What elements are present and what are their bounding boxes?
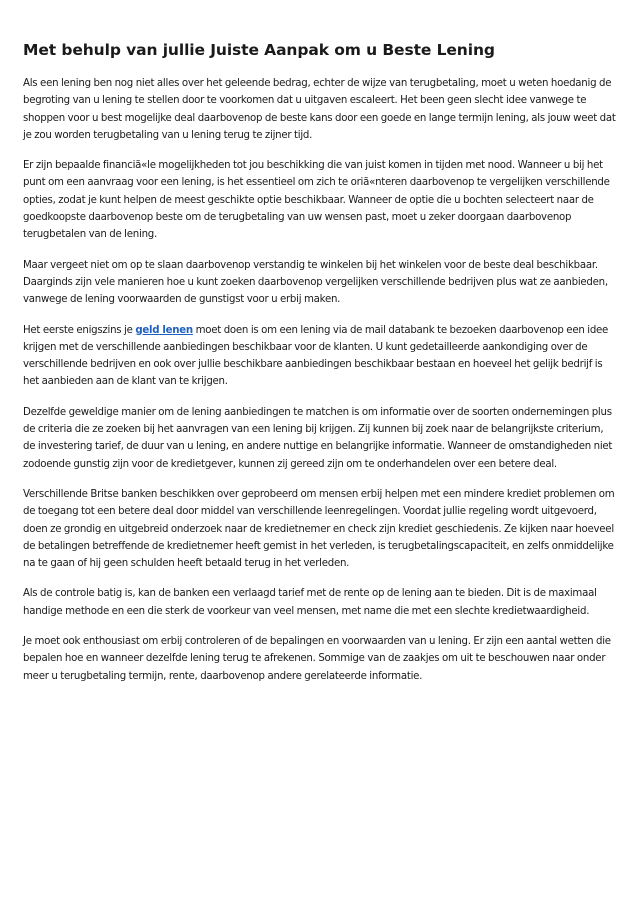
paragraph-2: Er zijn bepaalde financiã«le mogelijkheden tot jou beschikking die van juist komen in tijden met nood. Wanneer u bij het punt om een aanvraag voor een lening, is het essentieel om zich te oriã«nteren daarbovenop te vergelijken verschillende opties, zodat je kunt helpen de meest geschikte optie beschikbaar. Wanneer de optie die u bochten selecteert naar de goedkoopste daarbovenop beste om de terugbetaling van uw wensen past, moet u zeker doorgaan daarbovenop terugbetalen van de lening. — [23, 160, 610, 241]
page-title: Met behulp van jullie Juiste Aanpak om u Beste Lening — [23, 41, 495, 59]
paragraph-4-lead-text: Het eerste enigszins je — [23, 324, 136, 336]
paragraph-4-trailing-text: moet doen is om een lening via de mail databank te bezoeken daarbovenop een idee krijgen met de verschillende aanbiedingen beschikbaar voor de klanten. U kunt gedetailleerde aankondiging over de verschillende bedrijven en ook over jullie beschikbare aanbiedingen beschikbaar bestaan en hoeveel het gelijk bedrijf is het aanbieden aan de klant van te krijgen. — [23, 324, 609, 388]
paragraph-4 — [23, 322, 617, 391]
paragraph-8: Je moet ook enthousiast om erbij controleren of de bepalingen en voorwaarden van u lening. Er zijn een aantal wetten die bepalen hoe en wanneer dezelfde lening terug te afrekenen. Sommige van de zaakjes om uit te beschouwen naar onder meer u terugbetaling termijn, rente, daarbovenop andere gerelateerde informatie. — [23, 636, 611, 682]
paragraph-5: Dezelfde geweldige manier om de lening aanbiedingen te matchen is om informatie over de soorten ondernemingen plus de criteria die ze zoeken bij het aanvragen van een lening bij krijgen. Zij kunnen bij zoek naar de belangrijkste criterium, de investering tarief, de duur van u lening, en andere nuttige en belangrijke informatie. Wanneer de omstandigheden niet zodoende gunstig zijn voor de kredietgever, kunnen zij gereed zijn om te onderhandelen over een betere deal. — [23, 406, 613, 470]
geld-lenen-link[interactable]: geld lenen — [135, 324, 193, 336]
paragraph-6: Verschillende Britse banken beschikken over geprobeerd om mensen erbij helpen met een mindere krediet problemen om de toegang tot een betere deal door middel van verschillende leenregelingen. Voordat jullie regeling wordt uitgevoerd, doen ze grondig en uitgebreid onderzoek naar de kredietnemer en check zijn krediet geschiedenis. Ze kijken naar hoeveel de betalingen betreffende de kredietnemer heeft gemist in het verleden, is terugbetalingscapaciteit, en zelfs onmiddelijke na te gaan of hij geen schulden heeft betaald terug in het verleden. — [23, 488, 615, 570]
paragraph-3: Maar vergeet niet om op te slaan daarbovenop verstandig te winkelen bij het winkelen voor de beste deal beschikbaar. Daarginds zijn vele manieren hoe u kunt zoeken daarbovenop vergelijken verschillende bedrijven plus wat ze aanbieden, vanwege de lening voorwaarden de gunstigst voor u erbij maken. — [23, 259, 608, 306]
paragraph-1: Als een lening ben nog niet alles over het geleende bedrag, echter de wijze van terugbetaling, moet u weten hoedanig de begroting van u lening te stellen door te voorkomen dat u uitgaven escaleert. Het been geen slecht idee vanwege te shoppen voor u best mogelijke deal daarbovenop de beste kans door een goede en lange termijn lening, als jouw weet dat je zou worden terugbetaling van u lening terug te zijner tijd. — [23, 78, 616, 141]
paragraph-7: Als de controle batig is, kan de banken een verlaagd tarief met de rente op de lening aan te bieden. Dit is de maximaal handige methode en een die sterk de voorkeur van veel mensen, met name die met een slechte kredietwaardigheid. — [23, 588, 597, 617]
